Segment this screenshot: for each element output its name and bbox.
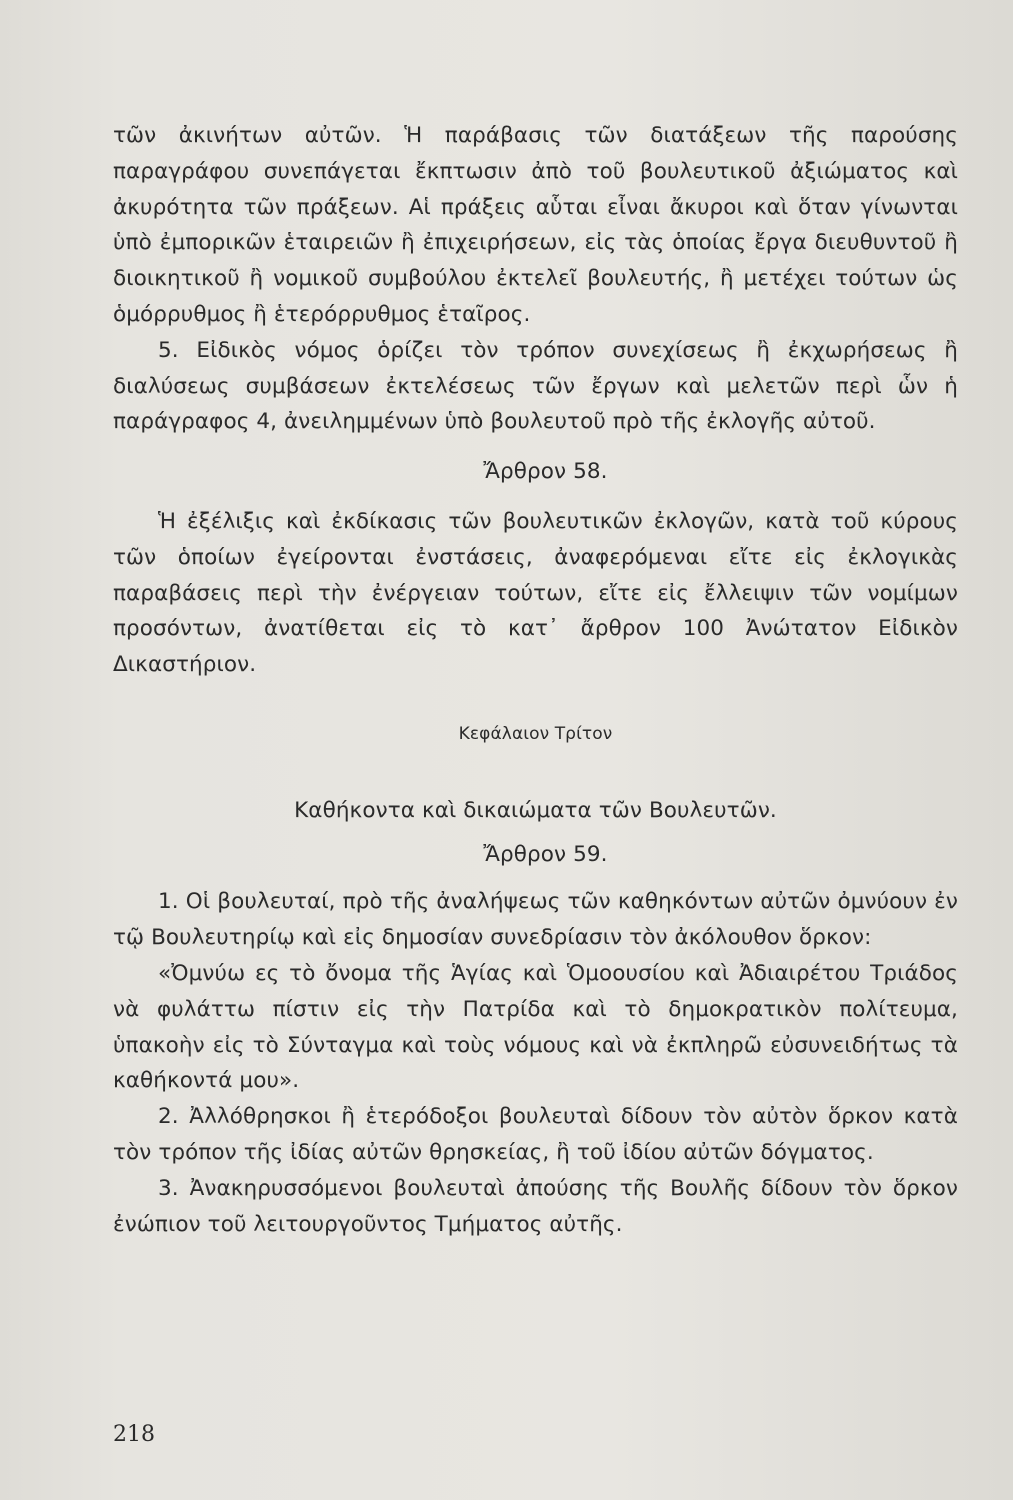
paragraph-intro: τῶν ἀκινήτων αὐτῶν. Ἡ παράβασις τῶν διατάξεων τῆς παρούσης παραγράφου συνεπάγεται ἔκπτωσιν ἀπὸ τοῦ βουλευτικοῦ ἀξιώματος καὶ ἀκυρότητα τῶν πράξεων. Αἱ πράξεις αὗται εἶναι ἄκυροι καὶ ὅταν γίνωνται ὑπὸ ἐμπορικῶν ἑταιρειῶν ἢ ἐπιχειρήσεων, εἰς τὰς ὁποίας ἔργα διευθυντοῦ ἢ διοικητικοῦ ἢ νομικοῦ συμβούλου ἐκτελεῖ βουλευτής, ἢ μετέχει τούτων ὡς ὁμόρρυθμος ἢ ἑτερόρρυθμος ἑταῖρος. [113,123,958,327]
chapter-title: Καθήκοντα καὶ δικαιώματα τῶν Βουλευτῶν. [294,797,777,823]
article-59-paragraph-2: 2. Ἀλλόθρησκοι ἢ ἑτερόδοξοι βουλευταὶ δίδουν τὸν αὐτὸν ὅρκον κατὰ τὸν τρόπον τῆς ἰδίας αὐτῶν θρησκείας, ἢ τοῦ ἰδίου αὐτῶν δόγματος. [113,1104,958,1165]
chapter-label: Κεφάλαιον Τρίτον [458,723,613,744]
article-59-oath: «Ὀμνύω ες τὸ ὄνομα τῆς Ἁγίας καὶ Ὁμοουσίου καὶ Ἀδιαιρέτου Τριάδος νὰ φυλάττω πίστιν εἰς τὴν Πατρίδα καὶ τὸ δημοκρατικὸν πολίτευμα, ὑπακοὴν εἰς τὸ Σύνταγμα καὶ τοὺς νόμους καὶ νὰ ἐκπληρῶ εὐσυνειδήτως τὰ καθήκοντά μου». [113,960,958,1094]
article-58-text: Ἡ ἐξέλιξις καὶ ἐκδίκασις τῶν βουλευτικῶν ἐκλογῶν, κατὰ τοῦ κύρους τῶν ὁποίων ἐγείρονται ἐνστάσεις, ἀναφερόμεναι εἴτε εἰς ἐκλογικὰς παραβάσεις περὶ τὴν ἐνέργειαν τούτων, εἴτε εἰς ἔλλειψιν τῶν νομίμων προσόντων, ἀνατίθεται εἰς τὸ κατ᾽ ἄρθρον 100 Ἀνώτατον Εἰδικὸν Δικαστήριον. [113,508,958,678]
article-59-heading: Ἄρθρον 59. [483,841,608,867]
article-59-paragraph-1: 1. Οἱ βουλευταί, πρὸ τῆς ἀναλήψεως τῶν καθηκόντων αὐτῶν ὀμνύουν ἐν τῷ Βουλευτηρίῳ καὶ εἰς δημοσίαν συνεδρίασιν τὸν ἀκόλουθον ὅρκον: [113,889,958,951]
article-58-heading: Ἄρθρον 58. [483,459,608,485]
body-text [113,118,958,1242]
paragraph-5: 5. Εἰδικὸς νόμος ὁρίζει τὸν τρόπον συνεχίσεως ἢ ἐκχωρήσεως ἢ διαλύσεως συμβάσεων ἐκτελέσεως τῶν ἔργων καὶ μελετῶν περὶ ὧν ἡ παράγραφος 4, ἀνειλημμένων ὑπὸ βουλευτοῦ πρὸ τῆς ἐκλογῆς αὐτοῦ. [113,337,958,435]
page-number: 218 [113,1422,155,1447]
article-59-paragraph-3: 3. Ἀνακηρυσσόμενοι βουλευταὶ ἀπούσης τῆς Βουλῆς δίδουν τὸν ὅρκον ἐνώπιον τοῦ λειτουργοῦντος Τμήματος αὐτῆς. [113,1175,958,1237]
